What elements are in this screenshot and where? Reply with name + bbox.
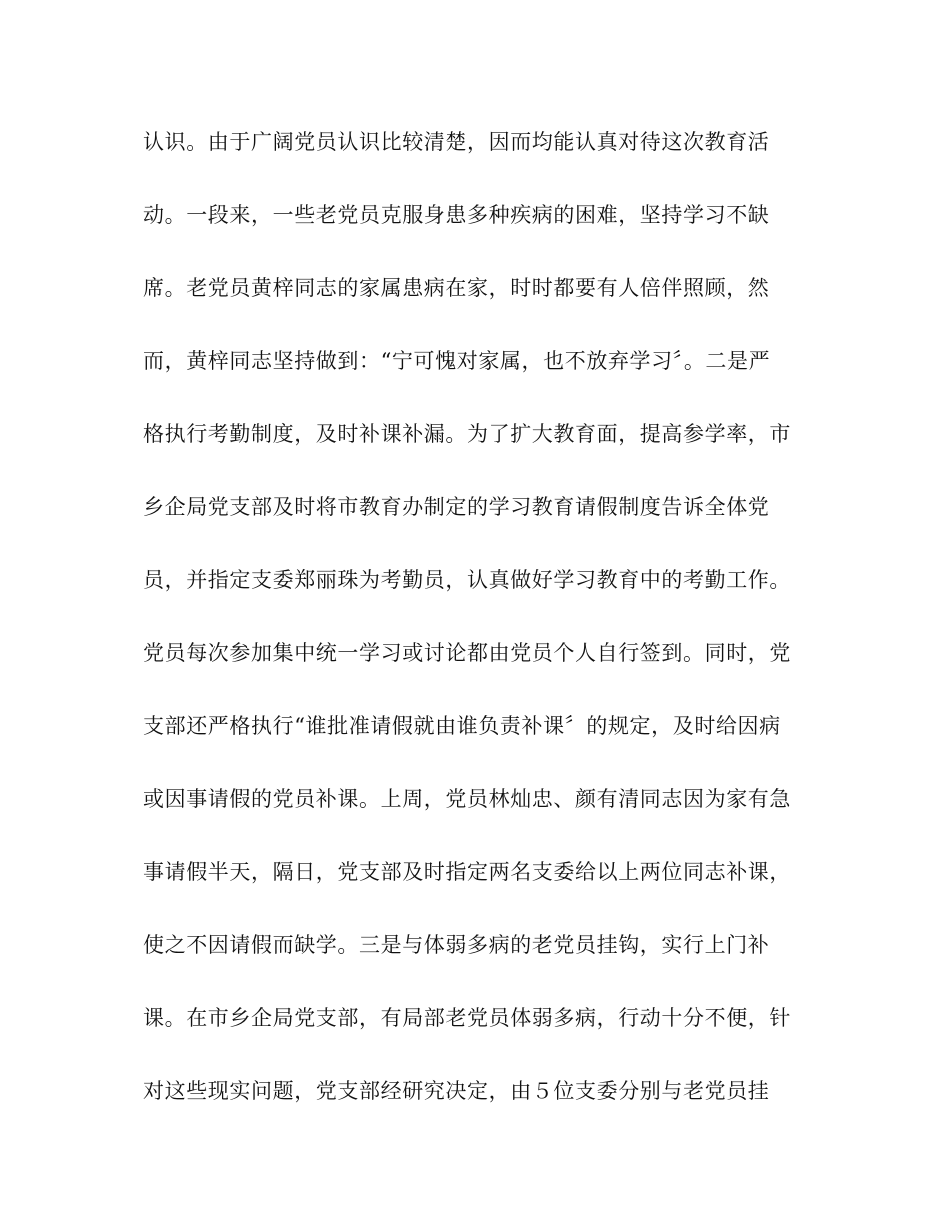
text-line: 动。一段来，一些老党员克服身患多种疾病的困难，坚持学习不缺 [143,203,770,227]
text-line: 格执行考勤制度，及时补课补漏。为了扩大教育面，提高参学率，市 [143,422,791,446]
text-line: 或因事请假的党员补课。上周，党员林灿忠、颜有清同志因为家有急 [143,787,791,811]
text-line: 对这些现实问题，党支部经研究决定，由５位支委分别与老党员挂 [143,1079,770,1103]
text-line: 乡企局党支部及时将市教育办制定的学习教育请假制度告诉全体党 [143,495,770,519]
body-paragraph [143,122,823,1144]
text-line: 使之不因请假而缺学。三是与体弱多病的老党员挂钩，实行上门补 [143,933,770,957]
text-line: 员，并指定支委郑丽珠为考勤员，认真做好学习教育中的考勤工作。 [143,568,791,592]
text-line: 认识。由于广阔党员认识比较清楚，因而均能认真对待这次教育活 [143,130,770,154]
text-line: 支部还严格执行“谁批准请假就由谁负责补课〞的规定，及时给因病 [143,714,781,738]
text-line: 而，黄梓同志坚持做到：“宁可愧对家属，也不放弃学习〞。二是严 [143,349,771,373]
text-line: 党员每次参加集中统一学习或讨论都由党员个人自行签到。同时，党 [143,641,791,665]
text-line: 事请假半天，隔日，党支部及时指定两名支委给以上两位同志补课， [143,860,791,884]
text-line: 席。老党员黄梓同志的家属患病在家，时时都要有人倍伴照顾，然 [143,276,770,300]
text-line: 课。在市乡企局党支部，有局部老党员体弱多病，行动十分不便，针 [143,1006,791,1030]
